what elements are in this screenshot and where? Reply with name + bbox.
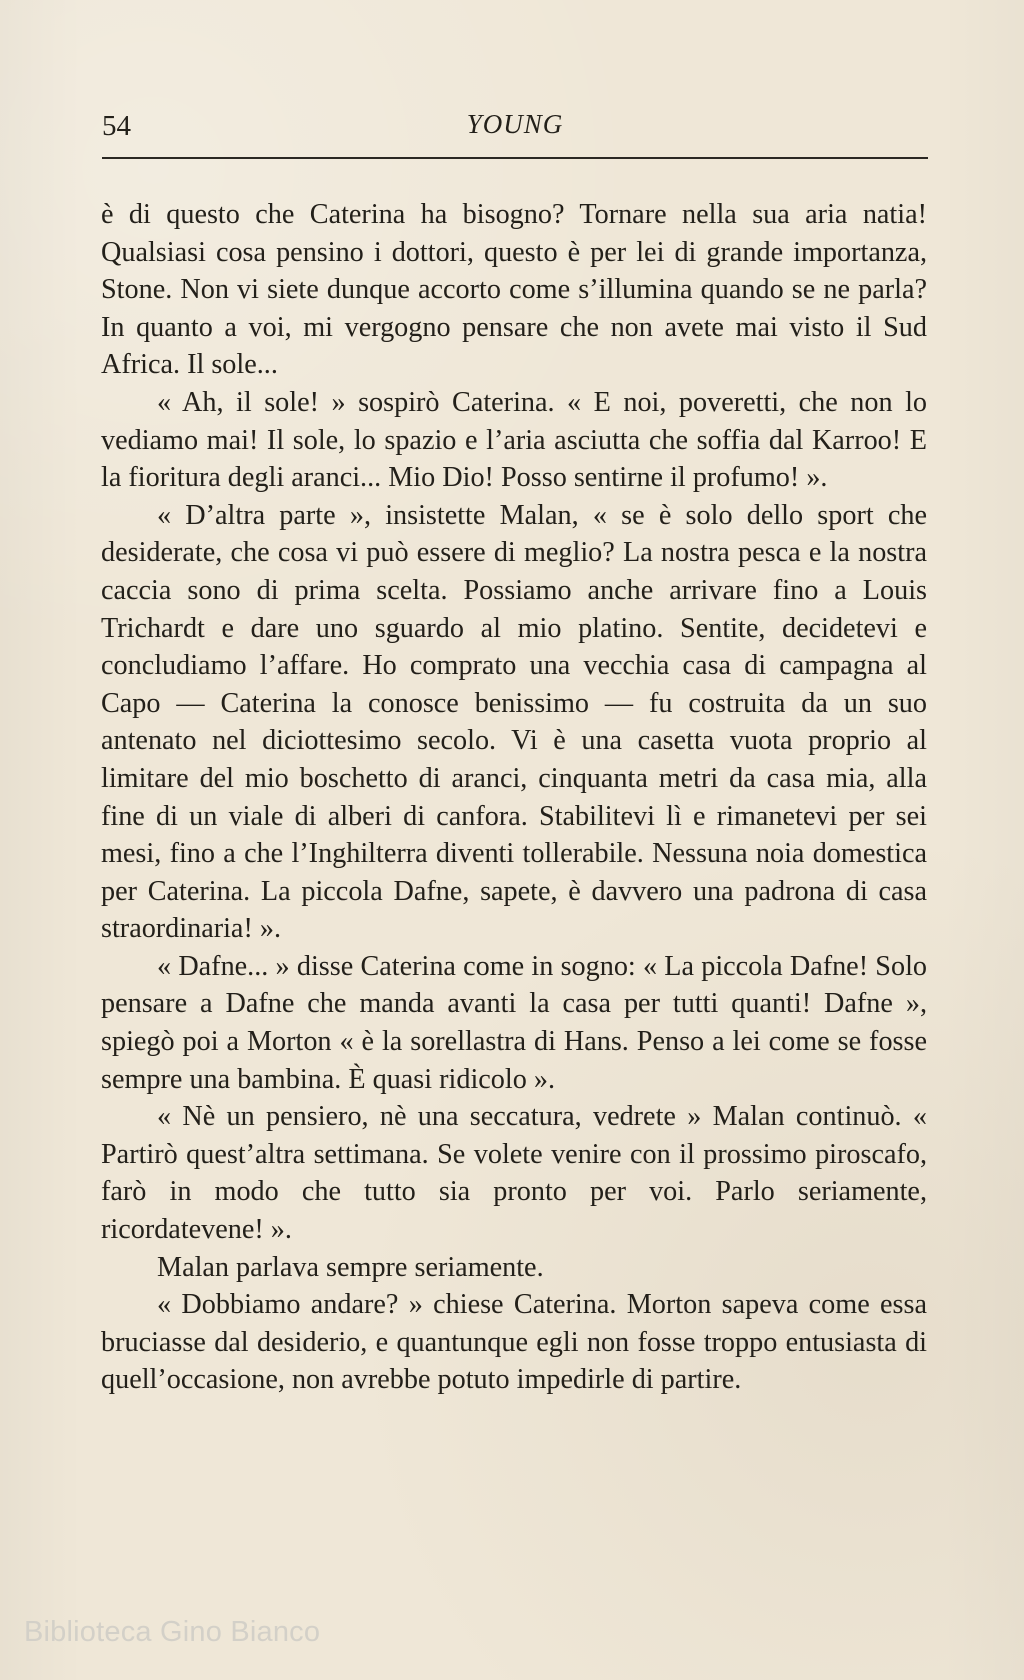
library-watermark: Biblioteca Gino Bianco: [24, 1616, 321, 1648]
paragraph-7: « Dobbiamo andare? » chiese Caterina. Morton sapeva come essa bruciasse dal desiderio, e quantunque egli non fosse troppo entusiasta di quell’occasione, non avrebbe potuto impedirle di partire.: [101, 1289, 927, 1396]
paragraph-4: « Dafne... » disse Caterina come in sogno: « La piccola Dafne! Solo pensare a Dafne che manda avanti la casa per tutti quanti! Dafne », spiegò poi a Morton « è la sorellastra di Hans. Penso a lei come se fosse sempre una bambina. È quasi ridicolo ».: [101, 950, 927, 1095]
page-number: 54: [102, 110, 131, 142]
paragraph-6: Malan parlava sempre seriamente.: [157, 1251, 544, 1283]
paragraph-1: è di questo che Caterina ha bisogno? Tornare nella sua aria natia! Qualsiasi cosa pensino i dottori, questo è per lei di grande importanza, Stone. Non vi siete dunque accorto come s’illumina quando se ne parla? In quanto a voi, mi vergogno pensare che non avete mai visto il Sud Africa. Il sole...: [101, 199, 927, 381]
paragraph-2: « Ah, il sole! » sospirò Caterina. « E noi, poveretti, che non lo vediamo mai! Il sole, lo spazio e l’aria asciutta che soffia dal Karroo! E la fioritura degli aranci... Mio Dio! Posso sentirne il profumo! ».: [101, 386, 927, 494]
paragraph-5: « Nè un pensiero, nè una seccatura, vedrete » Malan continuò. « Partirò quest’altra settimana. Se volete venire con il prossimo piroscafo, farò in modo che tutto sia pronto per voi. Parlo seriamente, ricordatevene! ».: [101, 1101, 927, 1246]
running-title: YOUNG: [466, 109, 564, 139]
page-header: [102, 108, 928, 160]
header-rule: [102, 157, 928, 159]
body-text: [101, 196, 927, 1399]
paragraph-3: « D’altra parte », insistette Malan, « se è solo dello sport che desiderate, che cosa vi può essere di meglio? La nostra pesca e la nostra caccia sono di prima scelta. Possiamo anche arrivare fino a Louis Trichardt e dare uno sguardo al mio platino. Sentite, decidetevi e concludiamo l’affare. Ho comprato una vecchia casa di campagna al Capo — Caterina la conosce benissimo — fu costruita da un suo antenato nel diciottesimo secolo. Vi è una casetta vuota proprio al limitare del mio boschetto di aranci, cinquanta metri da casa mia, alla fine di un viale di alberi di canfora. Stabilitevi lì e rimanetevi per sei mesi, fino a che l’Inghilterra diventi tollerabile. Nessuna noia domestica per Caterina. La piccola Dafne, sapete, è davvero una padrona di casa straordinaria! ».: [101, 499, 927, 945]
